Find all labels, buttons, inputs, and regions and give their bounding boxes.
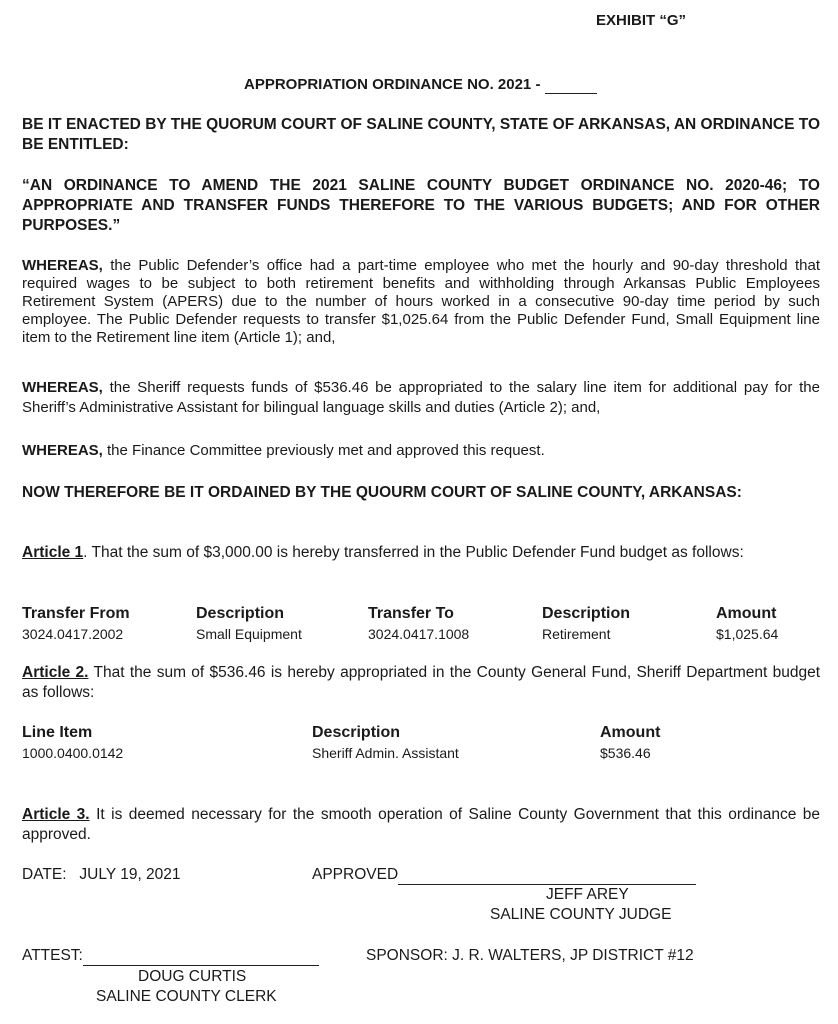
ordinance-title — [244, 76, 597, 94]
whereas-text: the Finance Committee previously met and approved this request. — [102, 442, 545, 459]
cell-description: Retirement — [542, 626, 611, 642]
clerk-title: SALINE COUNTY CLERK — [96, 988, 277, 1005]
whereas-text: the Public Defender’s office had a part-time employee who met the hourly and 90-day threshold that required wages to be subject to both retirement benefits and withholding through Arkansas Public Employees Retirement System (APERS) due to the number of hours worked in a consecutive 90-day time period by such employee. The Public Defender requests to transfer $1,025.64 from the Public Defender Fund, Small Equipment line item to the Retirement line item (Article 1); and, — [22, 257, 820, 346]
article-1-table — [22, 605, 822, 645]
col-header-transfer-to: Transfer To — [368, 605, 454, 622]
col-header-description: Description — [196, 605, 285, 622]
col-header-description: Description — [542, 605, 631, 622]
col-header-amount: Amount — [600, 724, 661, 741]
ordinance-number-blank — [545, 76, 597, 94]
clerk-name: DOUG CURTIS — [138, 968, 247, 985]
article-2-table — [22, 724, 822, 764]
date-value: JULY 19, 2021 — [79, 866, 181, 883]
ordinance-title-text: APPROPRIATION ORDINANCE NO. 2021 - — [244, 76, 545, 93]
cell-transfer-from: 3024.0417.2002 — [22, 626, 124, 642]
article-1-label: Article 1 — [22, 544, 84, 561]
whereas-clause-3 — [22, 441, 820, 461]
whereas-text: the Sheriff requests funds of $536.46 be appropriated to the salary line item for additional pay for the Sheriff’s Administrative Assistant for bilingual language skills and duties (Article 2); and, — [22, 379, 820, 416]
cell-amount: $536.46 — [600, 745, 651, 761]
cell-description: Sheriff Admin. Assistant — [312, 745, 459, 761]
article-3-text: It is deemed necessary for the smooth operation of Saline County Government that this ordinance be approved. — [22, 806, 820, 843]
whereas-lead: WHEREAS, — [22, 379, 103, 396]
ordained-clause: NOW THEREFORE BE IT ORDAINED BY THE QUOURM COURT OF SALINE COUNTY, ARKANSAS: — [22, 484, 742, 501]
article-2-text: That the sum of $536.46 is hereby appropriated in the County General Fund, Sheriff Department budget as follows: — [22, 664, 820, 701]
cell-amount: $1,025.64 — [716, 626, 779, 642]
attest-line — [22, 947, 319, 966]
enacted-clause: BE IT ENACTED BY THE QUORUM COURT OF SALINE COUNTY, STATE OF ARKANSAS, AN ORDINANCE TO BE ENTITLED: — [22, 116, 820, 153]
col-header-description: Description — [312, 724, 401, 741]
ordinance-entitled: “AN ORDINANCE TO AMEND THE 2021 SALINE COUNTY BUDGET ORDINANCE NO. 2020-46; TO APPROPRIATE AND TRANSFER FUNDS THEREFORE TO THE VARIOUS BUDGETS; AND FOR OTHER PURPOSES.” — [22, 177, 820, 234]
col-header-line-item: Line Item — [22, 724, 93, 741]
whereas-lead: WHEREAS, — [22, 442, 103, 459]
cell-transfer-to: 3024.0417.1008 — [368, 626, 470, 642]
whereas-clause-2 — [22, 378, 820, 418]
cell-line-item: 1000.0400.0142 — [22, 745, 124, 761]
exhibit-label: EXHIBIT “G” — [596, 12, 687, 29]
approved-signature-line — [398, 866, 696, 885]
sponsor-line: SPONSOR: J. R. WALTERS, JP DISTRICT #12 — [366, 947, 694, 964]
approved-label: APPROVED — [312, 866, 399, 883]
date-label: DATE: — [22, 866, 67, 883]
judge-title: SALINE COUNTY JUDGE — [490, 906, 672, 923]
attest-label: ATTEST: — [22, 947, 83, 964]
article-1-text: . That the sum of $3,000.00 is hereby transferred in the Public Defender Fund budget as follows: — [83, 544, 744, 561]
whereas-clause-1 — [22, 257, 820, 347]
approved-line — [312, 866, 696, 885]
article-1 — [22, 543, 820, 563]
col-header-amount: Amount — [716, 605, 777, 622]
article-2 — [22, 663, 820, 703]
article-3-label: Article 3. — [22, 806, 90, 823]
article-2-label: Article 2. — [22, 664, 89, 681]
article-3 — [22, 805, 820, 845]
cell-description: Small Equipment — [196, 626, 302, 642]
attest-signature-line — [83, 947, 319, 966]
judge-name: JEFF AREY — [546, 886, 629, 903]
date-line — [22, 866, 181, 884]
whereas-lead: WHEREAS, — [22, 257, 103, 274]
col-header-transfer-from: Transfer From — [22, 605, 130, 622]
